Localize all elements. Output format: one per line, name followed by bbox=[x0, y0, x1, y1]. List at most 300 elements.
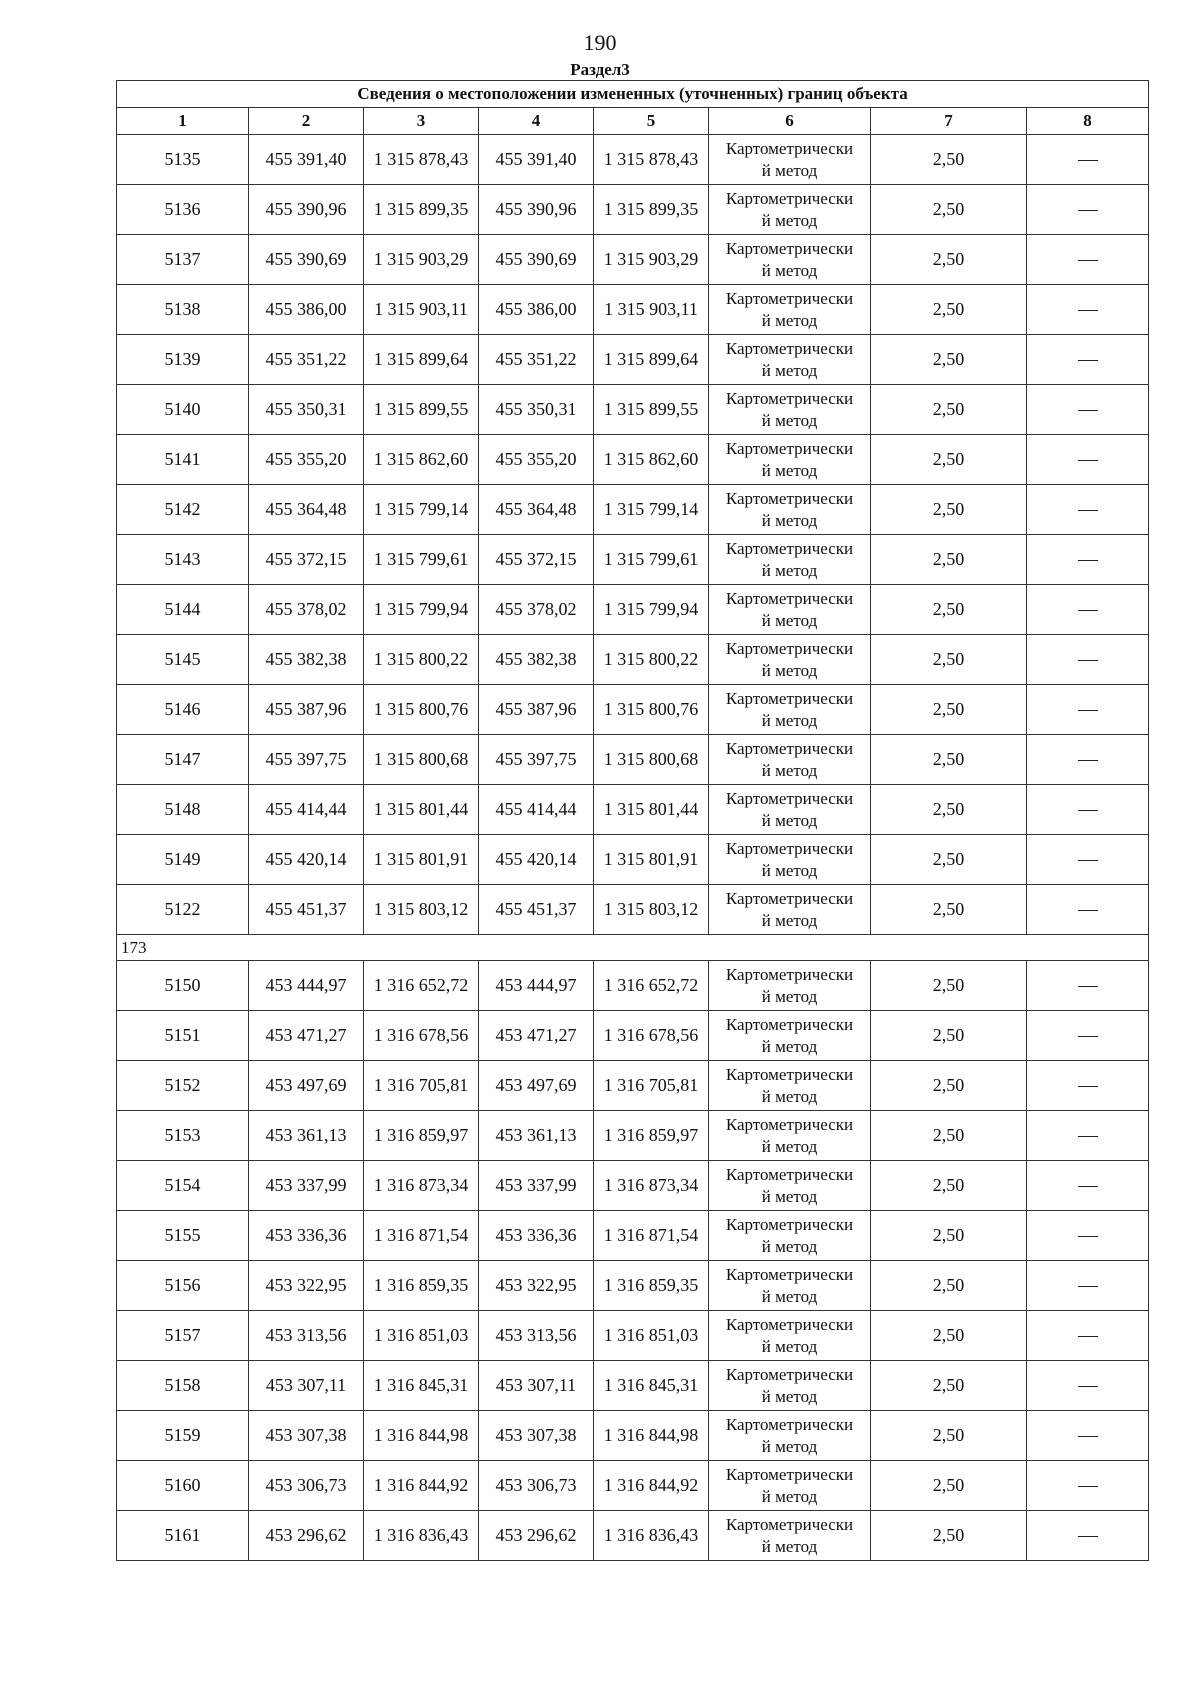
dash-mark bbox=[1078, 1286, 1098, 1287]
method-line-2: й метод bbox=[761, 160, 818, 180]
group-label: 173 bbox=[117, 935, 1149, 961]
y-new-cell: 1 315 862,60 bbox=[594, 435, 709, 485]
x-existing-cell: 455 387,96 bbox=[249, 685, 364, 735]
y-existing-cell: 1 315 878,43 bbox=[364, 135, 479, 185]
method-line-2: й метод bbox=[761, 210, 818, 230]
table-row bbox=[117, 635, 1149, 685]
x-new-cell: 455 372,15 bbox=[479, 535, 594, 585]
y-new-cell: 1 316 871,54 bbox=[594, 1211, 709, 1261]
method-cell bbox=[709, 1061, 871, 1111]
point-number-cell: 5153 bbox=[117, 1111, 249, 1161]
precision-cell: 2,50 bbox=[871, 135, 1027, 185]
y-new-cell: 1 315 800,76 bbox=[594, 685, 709, 735]
method-line-2: й метод bbox=[761, 510, 818, 530]
description-cell bbox=[1027, 1311, 1149, 1361]
precision-cell: 2,50 bbox=[871, 585, 1027, 635]
precision-cell: 2,50 bbox=[871, 1011, 1027, 1061]
description-cell bbox=[1027, 235, 1149, 285]
method-line-1: Картометрически bbox=[725, 838, 854, 858]
dash-mark bbox=[1078, 910, 1098, 911]
x-existing-cell: 455 351,22 bbox=[249, 335, 364, 385]
table-row bbox=[117, 335, 1149, 385]
description-cell bbox=[1027, 1211, 1149, 1261]
method-line-1: Картометрически bbox=[725, 1214, 854, 1234]
method-line-1: Картометрически bbox=[725, 1114, 854, 1134]
description-cell bbox=[1027, 285, 1149, 335]
table-row bbox=[117, 1011, 1149, 1061]
precision-cell: 2,50 bbox=[871, 735, 1027, 785]
x-existing-cell: 455 390,69 bbox=[249, 235, 364, 285]
method-line-1: Картометрически bbox=[725, 788, 854, 808]
dash-mark bbox=[1078, 1136, 1098, 1137]
method-line-2: й метод bbox=[761, 1536, 818, 1556]
method-cell bbox=[709, 1461, 871, 1511]
dash-mark bbox=[1078, 760, 1098, 761]
method-line-2: й метод bbox=[761, 1336, 818, 1356]
y-existing-cell: 1 316 845,31 bbox=[364, 1361, 479, 1411]
x-existing-cell: 455 391,40 bbox=[249, 135, 364, 185]
dash-mark bbox=[1078, 710, 1098, 711]
y-existing-cell: 1 315 903,11 bbox=[364, 285, 479, 335]
table-caption-row bbox=[117, 81, 1149, 108]
x-new-cell: 455 390,69 bbox=[479, 235, 594, 285]
table-row bbox=[117, 285, 1149, 335]
method-line-1: Картометрически bbox=[725, 688, 854, 708]
precision-cell: 2,50 bbox=[871, 1311, 1027, 1361]
method-cell bbox=[709, 1311, 871, 1361]
y-new-cell: 1 315 903,29 bbox=[594, 235, 709, 285]
point-number-cell: 5154 bbox=[117, 1161, 249, 1211]
description-cell bbox=[1027, 1411, 1149, 1461]
description-cell bbox=[1027, 735, 1149, 785]
precision-cell: 2,50 bbox=[871, 1261, 1027, 1311]
y-existing-cell: 1 315 801,91 bbox=[364, 835, 479, 885]
x-existing-cell: 455 390,96 bbox=[249, 185, 364, 235]
dash-mark bbox=[1078, 610, 1098, 611]
y-new-cell: 1 315 801,44 bbox=[594, 785, 709, 835]
x-new-cell: 455 378,02 bbox=[479, 585, 594, 635]
y-new-cell: 1 316 845,31 bbox=[594, 1361, 709, 1411]
method-line-1: Картометрически bbox=[725, 538, 854, 558]
y-new-cell: 1 315 801,91 bbox=[594, 835, 709, 885]
precision-cell: 2,50 bbox=[871, 285, 1027, 335]
precision-cell: 2,50 bbox=[871, 385, 1027, 435]
table-row bbox=[117, 1511, 1149, 1561]
dash-mark bbox=[1078, 986, 1098, 987]
precision-cell: 2,50 bbox=[871, 685, 1027, 735]
description-cell bbox=[1027, 685, 1149, 735]
column-number-2: 2 bbox=[249, 108, 364, 135]
x-existing-cell: 455 355,20 bbox=[249, 435, 364, 485]
y-existing-cell: 1 316 678,56 bbox=[364, 1011, 479, 1061]
dash-mark bbox=[1078, 160, 1098, 161]
y-new-cell: 1 315 899,64 bbox=[594, 335, 709, 385]
y-existing-cell: 1 316 871,54 bbox=[364, 1211, 479, 1261]
y-existing-cell: 1 315 903,29 bbox=[364, 235, 479, 285]
x-new-cell: 453 336,36 bbox=[479, 1211, 594, 1261]
x-new-cell: 455 451,37 bbox=[479, 885, 594, 935]
method-line-1: Картометрически bbox=[725, 1364, 854, 1384]
y-new-cell: 1 315 899,55 bbox=[594, 385, 709, 435]
point-number-cell: 5138 bbox=[117, 285, 249, 335]
method-cell bbox=[709, 1011, 871, 1061]
method-line-2: й метод bbox=[761, 1186, 818, 1206]
x-new-cell: 455 364,48 bbox=[479, 485, 594, 535]
method-line-1: Картометрически bbox=[725, 1064, 854, 1084]
point-number-cell: 5145 bbox=[117, 635, 249, 685]
column-number-row bbox=[117, 108, 1149, 135]
precision-cell: 2,50 bbox=[871, 635, 1027, 685]
page-number: 190 bbox=[583, 30, 617, 55]
method-line-2: й метод bbox=[761, 1136, 818, 1156]
x-new-cell: 453 444,97 bbox=[479, 961, 594, 1011]
precision-cell: 2,50 bbox=[871, 1061, 1027, 1111]
method-cell bbox=[709, 961, 871, 1011]
description-cell bbox=[1027, 785, 1149, 835]
method-cell bbox=[709, 785, 871, 835]
dash-mark bbox=[1078, 810, 1098, 811]
method-line-1: Картометрически bbox=[725, 1414, 854, 1434]
table-row bbox=[117, 785, 1149, 835]
point-number-cell: 5143 bbox=[117, 535, 249, 585]
point-number-cell: 5139 bbox=[117, 335, 249, 385]
description-cell bbox=[1027, 1461, 1149, 1511]
y-existing-cell: 1 316 873,34 bbox=[364, 1161, 479, 1211]
point-number-cell: 5146 bbox=[117, 685, 249, 735]
table-row bbox=[117, 685, 1149, 735]
method-line-1: Картометрически bbox=[725, 388, 854, 408]
x-existing-cell: 455 451,37 bbox=[249, 885, 364, 935]
x-new-cell: 455 382,38 bbox=[479, 635, 594, 685]
table-row bbox=[117, 1111, 1149, 1161]
y-existing-cell: 1 316 836,43 bbox=[364, 1511, 479, 1561]
y-new-cell: 1 316 851,03 bbox=[594, 1311, 709, 1361]
method-cell bbox=[709, 735, 871, 785]
dash-mark bbox=[1078, 460, 1098, 461]
dash-mark bbox=[1078, 510, 1098, 511]
description-cell bbox=[1027, 1261, 1149, 1311]
point-number-cell: 5149 bbox=[117, 835, 249, 885]
y-existing-cell: 1 316 859,97 bbox=[364, 1111, 479, 1161]
point-number-cell: 5159 bbox=[117, 1411, 249, 1461]
y-new-cell: 1 315 903,11 bbox=[594, 285, 709, 335]
dash-mark bbox=[1078, 1386, 1098, 1387]
method-line-2: й метод bbox=[761, 410, 818, 430]
method-line-2: й метод bbox=[761, 860, 818, 880]
column-number-1: 1 bbox=[117, 108, 249, 135]
description-cell bbox=[1027, 835, 1149, 885]
y-new-cell: 1 316 873,34 bbox=[594, 1161, 709, 1211]
x-new-cell: 455 397,75 bbox=[479, 735, 594, 785]
table-row bbox=[117, 961, 1149, 1011]
dash-mark bbox=[1078, 1086, 1098, 1087]
dash-mark bbox=[1078, 260, 1098, 261]
table-row bbox=[117, 385, 1149, 435]
method-cell bbox=[709, 435, 871, 485]
precision-cell: 2,50 bbox=[871, 1511, 1027, 1561]
table-row bbox=[117, 885, 1149, 935]
method-line-2: й метод bbox=[761, 460, 818, 480]
point-number-cell: 5140 bbox=[117, 385, 249, 435]
dash-mark bbox=[1078, 860, 1098, 861]
column-number-6: 6 bbox=[709, 108, 871, 135]
method-line-1: Картометрически bbox=[725, 1514, 854, 1534]
table-row bbox=[117, 1311, 1149, 1361]
method-line-1: Картометрически bbox=[725, 138, 854, 158]
method-cell bbox=[709, 485, 871, 535]
x-new-cell: 455 390,96 bbox=[479, 185, 594, 235]
table-row bbox=[117, 1411, 1149, 1461]
x-new-cell: 453 337,99 bbox=[479, 1161, 594, 1211]
x-new-cell: 453 361,13 bbox=[479, 1111, 594, 1161]
y-existing-cell: 1 315 899,35 bbox=[364, 185, 479, 235]
method-line-2: й метод bbox=[761, 360, 818, 380]
y-new-cell: 1 315 799,61 bbox=[594, 535, 709, 585]
y-existing-cell: 1 315 800,22 bbox=[364, 635, 479, 685]
y-new-cell: 1 316 652,72 bbox=[594, 961, 709, 1011]
description-cell bbox=[1027, 335, 1149, 385]
x-new-cell: 453 322,95 bbox=[479, 1261, 594, 1311]
x-new-cell: 455 414,44 bbox=[479, 785, 594, 835]
x-new-cell: 455 355,20 bbox=[479, 435, 594, 485]
method-cell bbox=[709, 685, 871, 735]
table-row bbox=[117, 1261, 1149, 1311]
description-cell bbox=[1027, 635, 1149, 685]
method-line-1: Картометрически bbox=[725, 638, 854, 658]
y-existing-cell: 1 316 851,03 bbox=[364, 1311, 479, 1361]
method-cell bbox=[709, 235, 871, 285]
table-row bbox=[117, 485, 1149, 535]
point-number-cell: 5122 bbox=[117, 885, 249, 935]
y-existing-cell: 1 315 799,94 bbox=[364, 585, 479, 635]
description-cell bbox=[1027, 885, 1149, 935]
table-row bbox=[117, 1461, 1149, 1511]
method-cell bbox=[709, 185, 871, 235]
y-new-cell: 1 315 899,35 bbox=[594, 185, 709, 235]
dash-mark bbox=[1078, 1186, 1098, 1187]
point-number-cell: 5144 bbox=[117, 585, 249, 635]
dash-mark bbox=[1078, 1486, 1098, 1487]
x-existing-cell: 453 497,69 bbox=[249, 1061, 364, 1111]
dash-mark bbox=[1078, 660, 1098, 661]
x-existing-cell: 455 397,75 bbox=[249, 735, 364, 785]
x-existing-cell: 453 444,97 bbox=[249, 961, 364, 1011]
x-existing-cell: 455 364,48 bbox=[249, 485, 364, 535]
y-existing-cell: 1 316 859,35 bbox=[364, 1261, 479, 1311]
precision-cell: 2,50 bbox=[871, 1111, 1027, 1161]
x-existing-cell: 453 471,27 bbox=[249, 1011, 364, 1061]
precision-cell: 2,50 bbox=[871, 485, 1027, 535]
x-existing-cell: 455 382,38 bbox=[249, 635, 364, 685]
column-number-5: 5 bbox=[594, 108, 709, 135]
method-cell bbox=[709, 1361, 871, 1411]
y-existing-cell: 1 316 652,72 bbox=[364, 961, 479, 1011]
x-existing-cell: 453 296,62 bbox=[249, 1511, 364, 1561]
precision-cell: 2,50 bbox=[871, 1411, 1027, 1461]
method-line-1: Картометрически bbox=[725, 1264, 854, 1284]
dash-mark bbox=[1078, 560, 1098, 561]
x-new-cell: 455 387,96 bbox=[479, 685, 594, 735]
y-new-cell: 1 315 803,12 bbox=[594, 885, 709, 935]
method-cell bbox=[709, 885, 871, 935]
y-existing-cell: 1 315 899,55 bbox=[364, 385, 479, 435]
y-existing-cell: 1 315 799,14 bbox=[364, 485, 479, 535]
method-line-1: Картометрически bbox=[725, 1314, 854, 1334]
point-number-cell: 5157 bbox=[117, 1311, 249, 1361]
y-existing-cell: 1 316 844,92 bbox=[364, 1461, 479, 1511]
x-existing-cell: 453 336,36 bbox=[249, 1211, 364, 1261]
method-line-2: й метод bbox=[761, 1486, 818, 1506]
table-row bbox=[117, 185, 1149, 235]
method-line-1: Картометрически bbox=[725, 1164, 854, 1184]
x-new-cell: 455 351,22 bbox=[479, 335, 594, 385]
point-number-cell: 5142 bbox=[117, 485, 249, 535]
method-line-2: й метод bbox=[761, 810, 818, 830]
description-cell bbox=[1027, 1361, 1149, 1411]
method-line-1: Картометрически bbox=[725, 438, 854, 458]
y-existing-cell: 1 315 800,68 bbox=[364, 735, 479, 785]
method-line-2: й метод bbox=[761, 710, 818, 730]
method-line-1: Картометрически bbox=[725, 288, 854, 308]
method-cell bbox=[709, 1111, 871, 1161]
description-cell bbox=[1027, 135, 1149, 185]
method-cell bbox=[709, 335, 871, 385]
precision-cell: 2,50 bbox=[871, 535, 1027, 585]
method-line-2: й метод bbox=[761, 310, 818, 330]
x-existing-cell: 455 350,31 bbox=[249, 385, 364, 435]
dash-mark bbox=[1078, 1036, 1098, 1037]
dash-mark bbox=[1078, 1436, 1098, 1437]
x-new-cell: 455 391,40 bbox=[479, 135, 594, 185]
table-row bbox=[117, 585, 1149, 635]
point-number-cell: 5160 bbox=[117, 1461, 249, 1511]
method-line-2: й метод bbox=[761, 986, 818, 1006]
point-number-cell: 5148 bbox=[117, 785, 249, 835]
table-row bbox=[117, 835, 1149, 885]
x-existing-cell: 453 337,99 bbox=[249, 1161, 364, 1211]
method-line-2: й метод bbox=[761, 1436, 818, 1456]
description-cell bbox=[1027, 1161, 1149, 1211]
x-existing-cell: 453 313,56 bbox=[249, 1311, 364, 1361]
y-new-cell: 1 316 859,35 bbox=[594, 1261, 709, 1311]
method-cell bbox=[709, 1261, 871, 1311]
table-row bbox=[117, 235, 1149, 285]
method-line-2: й метод bbox=[761, 910, 818, 930]
y-existing-cell: 1 316 705,81 bbox=[364, 1061, 479, 1111]
description-cell bbox=[1027, 485, 1149, 535]
point-number-cell: 5152 bbox=[117, 1061, 249, 1111]
method-cell bbox=[709, 635, 871, 685]
x-existing-cell: 453 361,13 bbox=[249, 1111, 364, 1161]
description-cell bbox=[1027, 1061, 1149, 1111]
dash-mark bbox=[1078, 1336, 1098, 1337]
column-number-4: 4 bbox=[479, 108, 594, 135]
point-number-cell: 5141 bbox=[117, 435, 249, 485]
point-number-cell: 5147 bbox=[117, 735, 249, 785]
point-number-cell: 5156 bbox=[117, 1261, 249, 1311]
method-line-1: Картометрически bbox=[725, 738, 854, 758]
table-caption: Сведения о местоположении измененных (уточненных) границ объекта bbox=[117, 81, 1149, 108]
y-existing-cell: 1 315 799,61 bbox=[364, 535, 479, 585]
column-number-8: 8 bbox=[1027, 108, 1149, 135]
table-row bbox=[117, 1061, 1149, 1111]
description-cell bbox=[1027, 185, 1149, 235]
x-existing-cell: 455 414,44 bbox=[249, 785, 364, 835]
x-existing-cell: 455 372,15 bbox=[249, 535, 364, 585]
boundary-coordinates-table bbox=[116, 80, 1149, 1561]
x-new-cell: 453 307,38 bbox=[479, 1411, 594, 1461]
precision-cell: 2,50 bbox=[871, 885, 1027, 935]
precision-cell: 2,50 bbox=[871, 1461, 1027, 1511]
y-existing-cell: 1 315 801,44 bbox=[364, 785, 479, 835]
description-cell bbox=[1027, 585, 1149, 635]
point-number-cell: 5136 bbox=[117, 185, 249, 235]
x-existing-cell: 453 306,73 bbox=[249, 1461, 364, 1511]
x-existing-cell: 455 420,14 bbox=[249, 835, 364, 885]
y-existing-cell: 1 316 844,98 bbox=[364, 1411, 479, 1461]
table-body bbox=[117, 135, 1149, 1561]
description-cell bbox=[1027, 961, 1149, 1011]
y-existing-cell: 1 315 803,12 bbox=[364, 885, 479, 935]
method-line-2: й метод bbox=[761, 260, 818, 280]
x-existing-cell: 453 307,38 bbox=[249, 1411, 364, 1461]
method-line-2: й метод bbox=[761, 1236, 818, 1256]
x-new-cell: 453 306,73 bbox=[479, 1461, 594, 1511]
point-number-cell: 5155 bbox=[117, 1211, 249, 1261]
x-new-cell: 455 386,00 bbox=[479, 285, 594, 335]
method-line-2: й метод bbox=[761, 1286, 818, 1306]
method-cell bbox=[709, 1161, 871, 1211]
table-row bbox=[117, 1211, 1149, 1261]
x-existing-cell: 455 386,00 bbox=[249, 285, 364, 335]
method-line-1: Картометрически bbox=[725, 488, 854, 508]
y-new-cell: 1 316 859,97 bbox=[594, 1111, 709, 1161]
method-line-1: Картометрически bbox=[725, 888, 854, 908]
description-cell bbox=[1027, 1511, 1149, 1561]
y-new-cell: 1 316 678,56 bbox=[594, 1011, 709, 1061]
description-cell bbox=[1027, 1111, 1149, 1161]
method-line-2: й метод bbox=[761, 610, 818, 630]
precision-cell: 2,50 bbox=[871, 185, 1027, 235]
method-line-1: Картометрически bbox=[725, 1014, 854, 1034]
y-existing-cell: 1 315 862,60 bbox=[364, 435, 479, 485]
method-line-2: й метод bbox=[761, 1036, 818, 1056]
dash-mark bbox=[1078, 360, 1098, 361]
y-new-cell: 1 315 799,94 bbox=[594, 585, 709, 635]
y-new-cell: 1 315 878,43 bbox=[594, 135, 709, 185]
dash-mark bbox=[1078, 310, 1098, 311]
point-number-cell: 5151 bbox=[117, 1011, 249, 1061]
precision-cell: 2,50 bbox=[871, 785, 1027, 835]
method-line-1: Картометрически bbox=[725, 588, 854, 608]
table-row bbox=[117, 1161, 1149, 1211]
x-existing-cell: 455 378,02 bbox=[249, 585, 364, 635]
method-cell bbox=[709, 1511, 871, 1561]
description-cell bbox=[1027, 435, 1149, 485]
method-line-1: Картометрически bbox=[725, 238, 854, 258]
x-new-cell: 453 497,69 bbox=[479, 1061, 594, 1111]
precision-cell: 2,50 bbox=[871, 335, 1027, 385]
method-line-1: Картометрически bbox=[725, 188, 854, 208]
method-line-2: й метод bbox=[761, 760, 818, 780]
method-line-1: Картометрически bbox=[725, 1464, 854, 1484]
precision-cell: 2,50 bbox=[871, 961, 1027, 1011]
method-line-2: й метод bbox=[761, 660, 818, 680]
method-cell bbox=[709, 535, 871, 585]
y-new-cell: 1 316 836,43 bbox=[594, 1511, 709, 1561]
section-title: Раздел3 bbox=[570, 60, 630, 79]
column-number-3: 3 bbox=[364, 108, 479, 135]
